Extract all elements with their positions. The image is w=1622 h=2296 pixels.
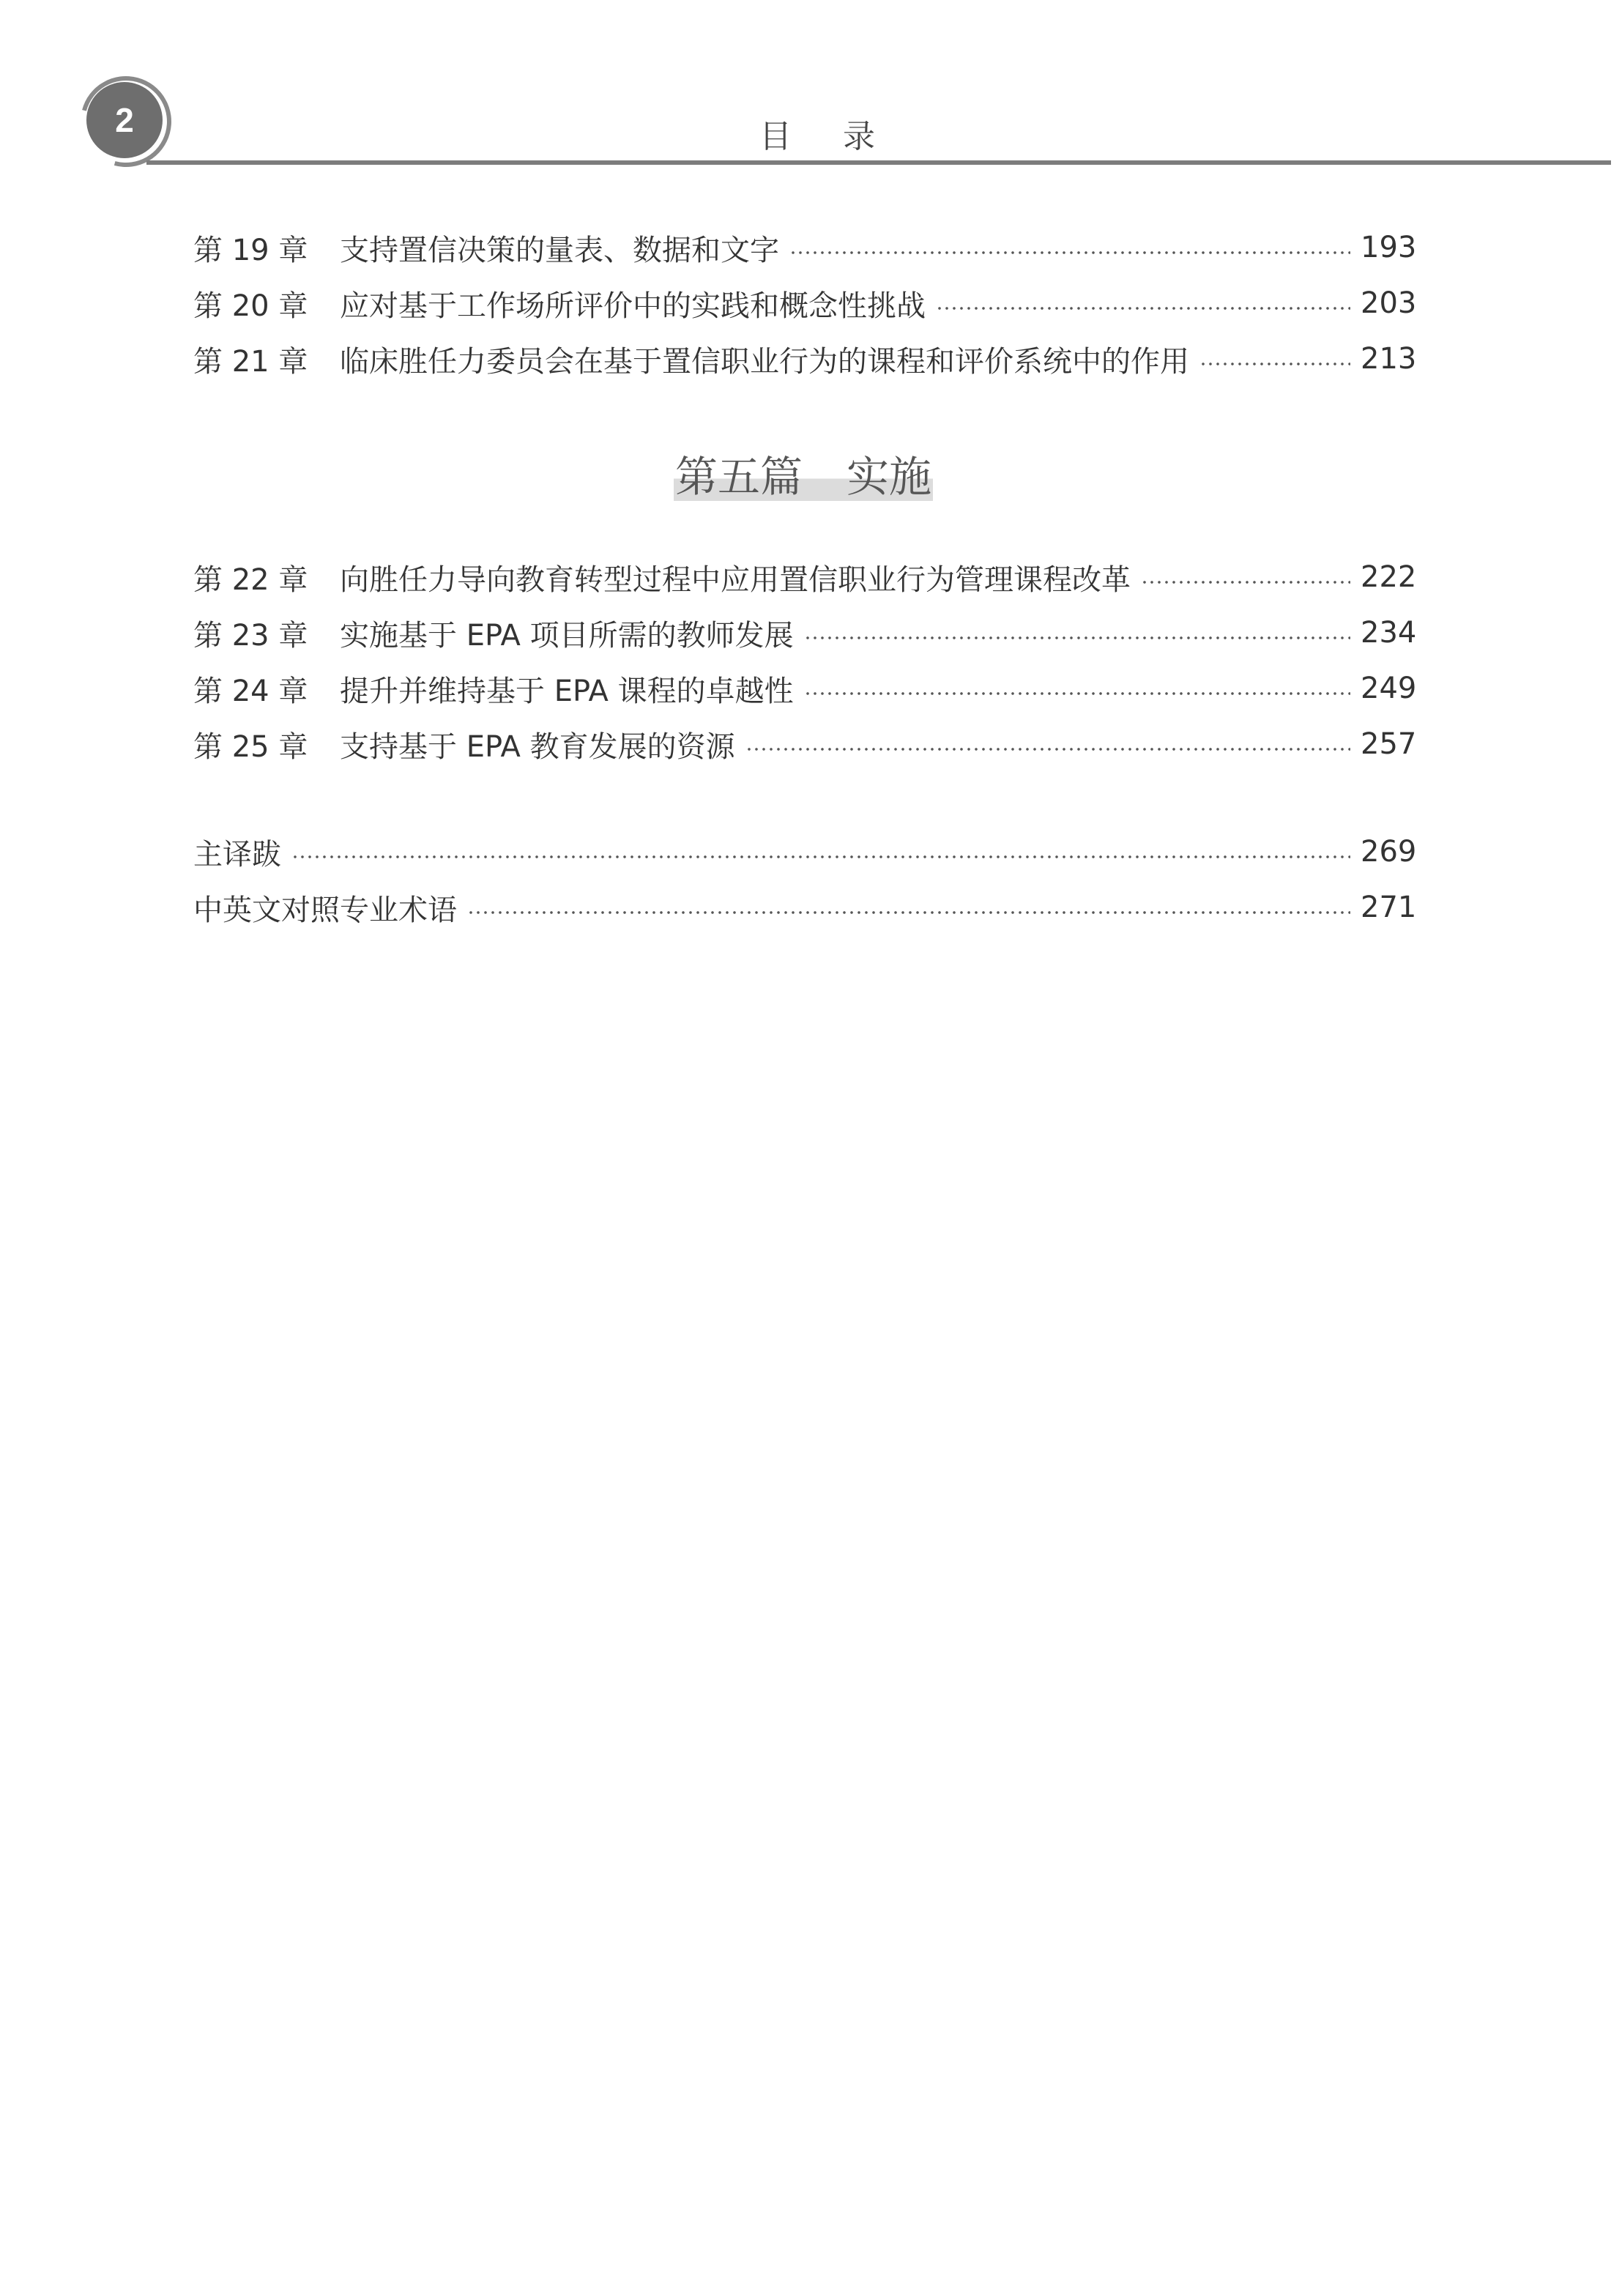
dot-leader [1141,581,1350,584]
back-matter-title: 中英文对照专业术语 [193,893,457,927]
dot-leader [804,636,1350,639]
page-number: 269 [1361,835,1417,869]
chapter-number: 第 24 章 [193,674,308,708]
chapter-title: 提升并维持基于 EPA 课程的卓越性 [340,674,794,708]
toc-entry[interactable] [193,275,1416,331]
dot-leader [936,307,1350,310]
toc-back-matter-list [193,824,1416,935]
page-number: 234 [1361,616,1417,650]
chapter-number: 第 22 章 [193,562,308,597]
section-heading [674,442,933,501]
toc-entry[interactable] [193,605,1416,661]
page-number: 193 [1361,231,1417,264]
chapter-title: 向胜任力导向教育转型过程中应用置信职业行为管理课程改革 [340,562,1131,597]
page-number: 213 [1361,342,1417,376]
toc-entry[interactable] [193,220,1416,275]
chapter-number: 第 21 章 [193,344,308,379]
chapter-number: 第 19 章 [193,233,308,267]
dot-leader [291,855,1350,858]
page-number: 257 [1361,727,1417,761]
page-number: 203 [1361,286,1417,320]
chapter-title: 支持基于 EPA 教育发展的资源 [340,729,735,764]
dot-leader [789,251,1350,254]
dot-leader [804,692,1350,695]
chapter-number: 第 25 章 [193,729,308,764]
toc-entry[interactable] [193,661,1416,716]
running-title: 目 录 [759,118,896,155]
page-header [0,0,1622,176]
toc-entry[interactable] [193,549,1416,605]
page-number: 271 [1361,891,1417,924]
toc-entry[interactable] [193,880,1416,935]
page-number: 249 [1361,672,1417,705]
chapter-number: 第 23 章 [193,618,308,653]
header-rule [146,160,1611,165]
dot-leader [745,748,1350,751]
toc-entry[interactable] [193,331,1416,387]
dot-leader [467,911,1350,914]
toc-entry[interactable] [193,824,1416,880]
chapter-title: 支持置信决策的量表、数据和文字 [340,233,779,267]
dot-leader [1199,363,1350,365]
toc-entry[interactable] [193,716,1416,772]
chapter-title: 实施基于 EPA 项目所需的教师发展 [340,618,794,653]
page-number-badge: 2 [86,82,163,158]
chapter-title: 应对基于工作场所评价中的实践和概念性挑战 [340,289,926,323]
section-part-label: 第五篇 [675,452,803,502]
section-name: 实施 [847,452,932,502]
page-number: 222 [1361,560,1417,594]
chapter-number: 第 20 章 [193,289,308,323]
back-matter-title: 主译跋 [193,837,281,872]
toc-part5-list [193,549,1416,772]
toc-part4-list [193,220,1416,387]
chapter-title: 临床胜任力委员会在基于置信职业行为的课程和评价系统中的作用 [340,344,1189,379]
